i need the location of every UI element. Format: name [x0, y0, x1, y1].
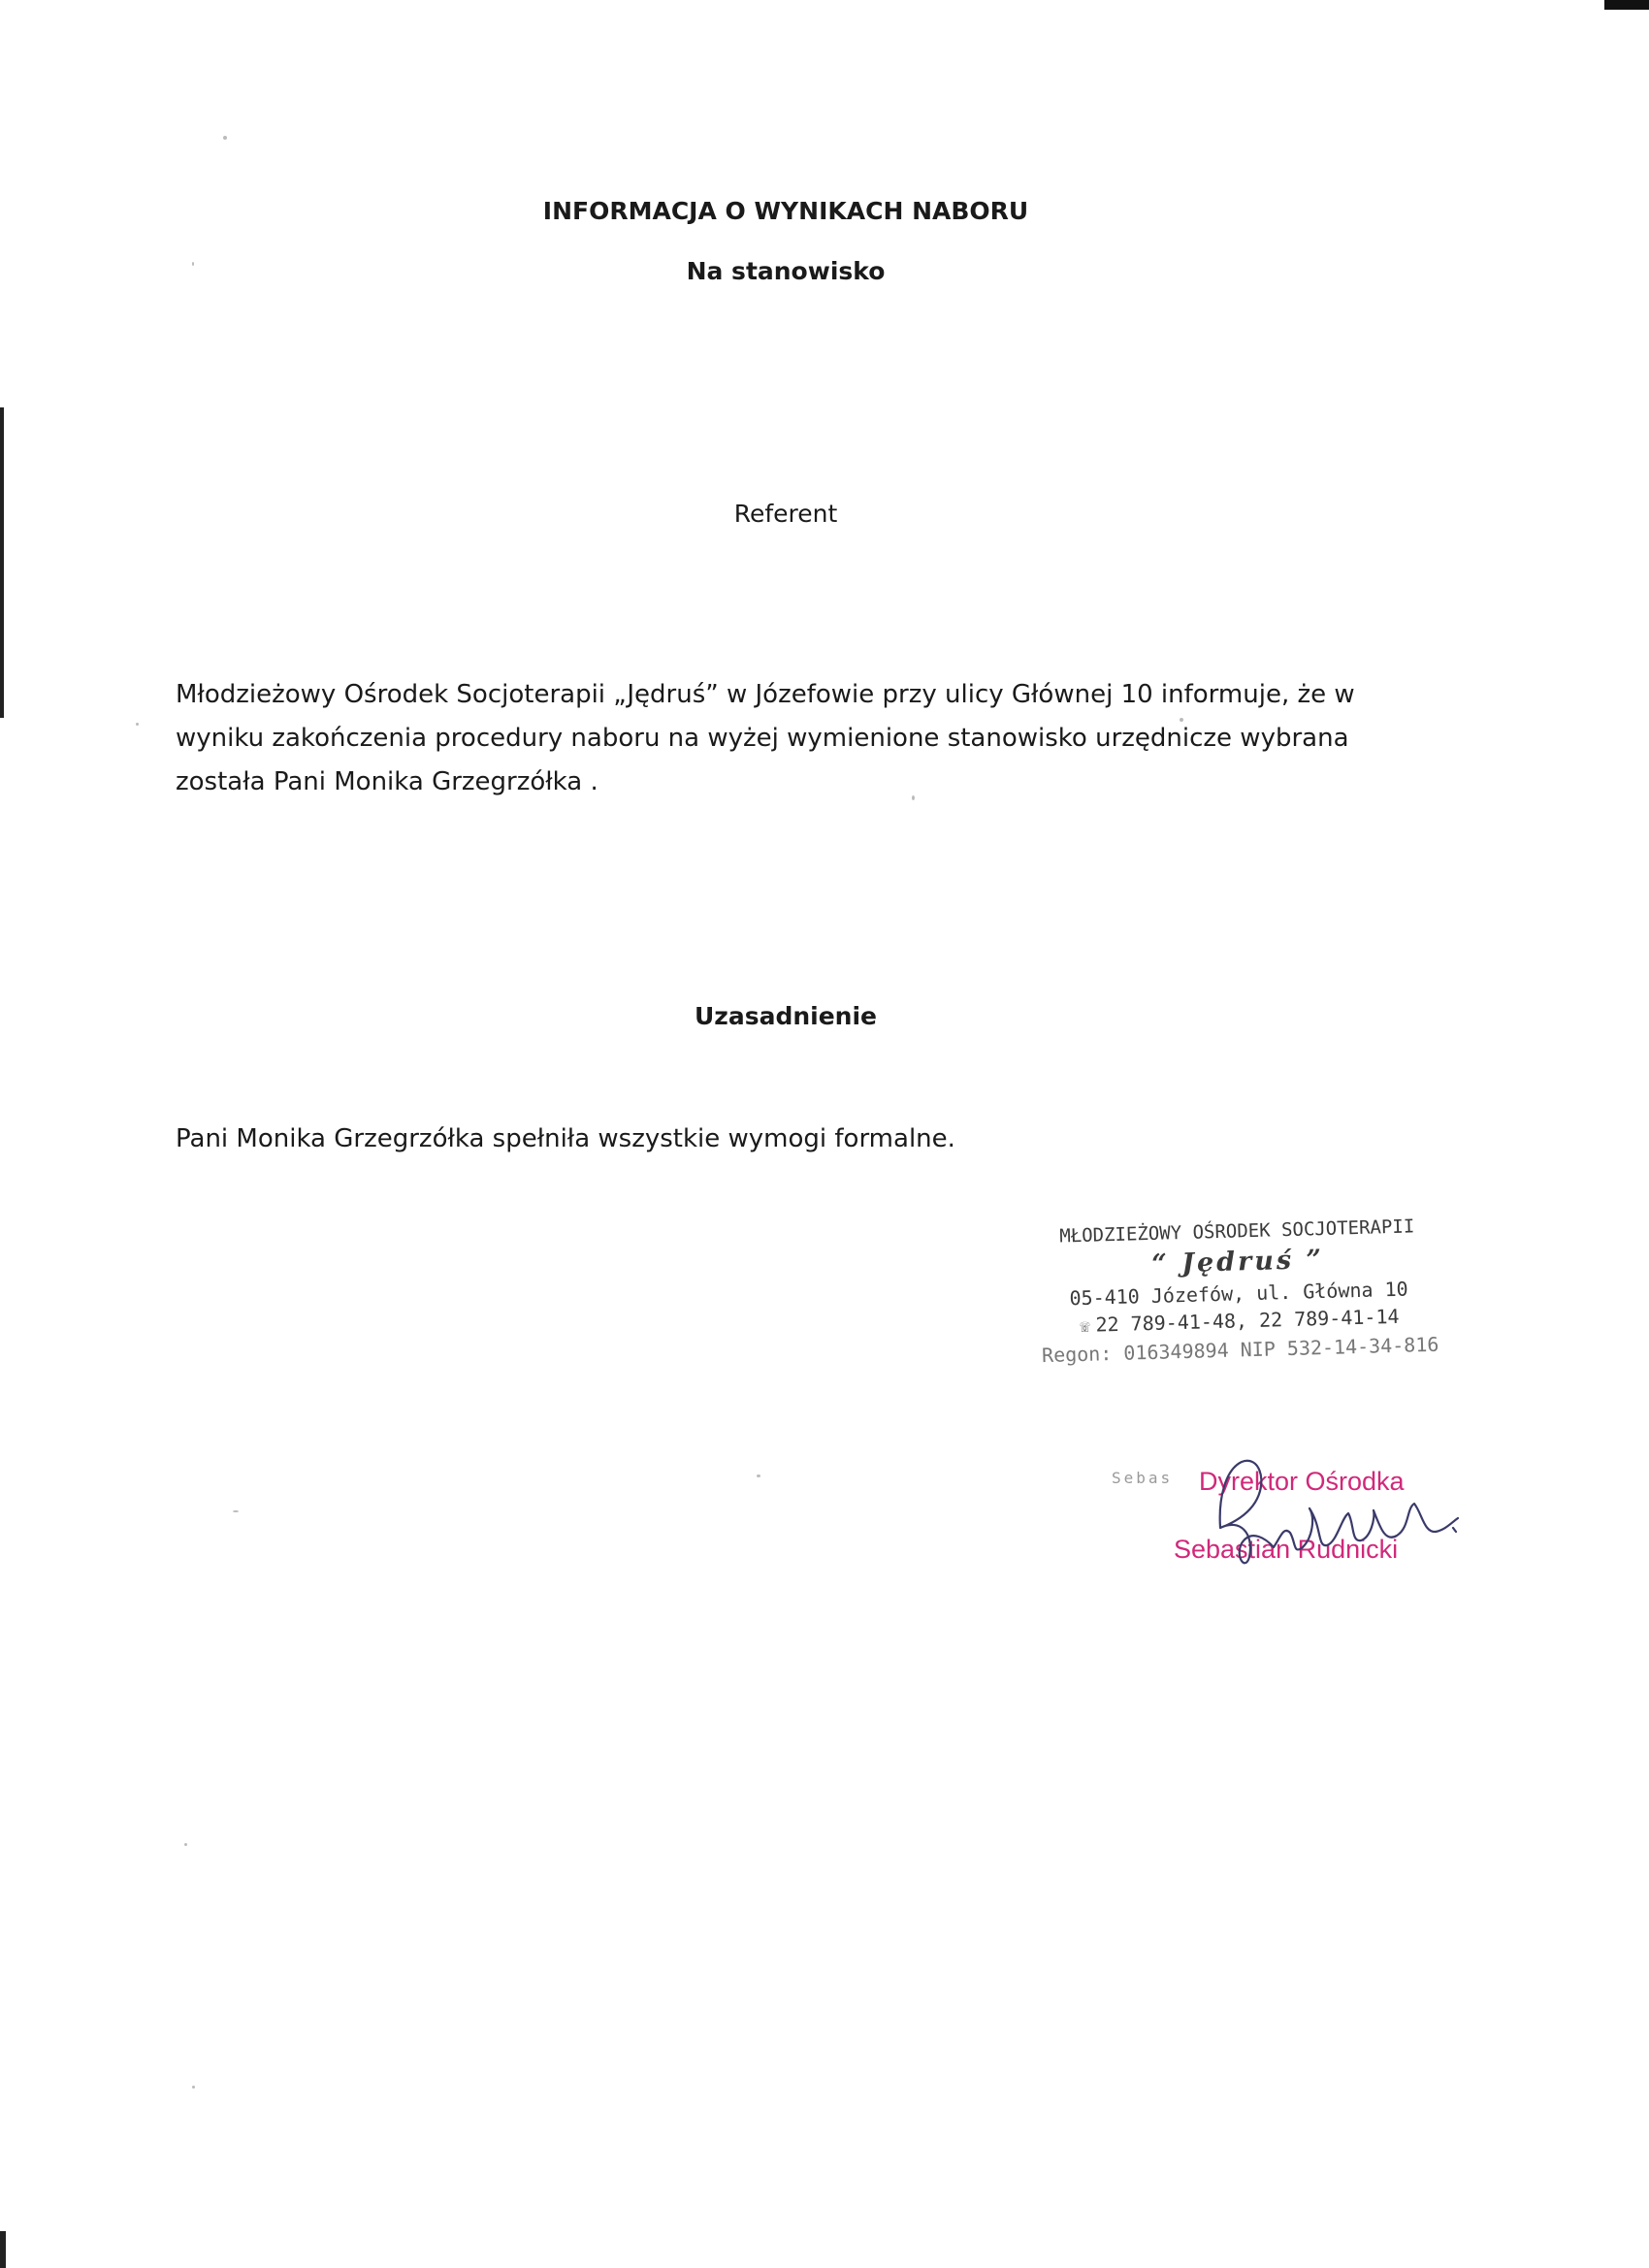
organization-stamp [1009, 1212, 1469, 1370]
justification-paragraph: Pani Monika Grzegrzółka spełniła wszystkie wymogi formalne. [176, 1124, 955, 1153]
signature-role: Dyrektor Ośrodka [1199, 1467, 1405, 1496]
faded-stamp-text: Sebas [1112, 1469, 1174, 1487]
scan-speck [136, 723, 139, 726]
scan-edge-top [1604, 0, 1649, 10]
scan-edge-left [0, 407, 4, 718]
announcement-paragraph: Młodzieżowy Ośrodek Socjoterapii „Jędruś” w Józefowie przy ulicy Głównej 10 informuje, że w wyniku zakończenia procedury naboru na wyżej wymienione stanowisko urzędnicze wybrana została Pani Monika Grzegrzółka . [176, 680, 1355, 796]
stamp-name: “ Jędruś ” [1150, 1244, 1325, 1280]
stamp-registry: Regon: 016349894 NIP 532-14-34-816 [1041, 1332, 1439, 1368]
stamp-organization: MŁODZIEŻOWY OŚRODEK SOCJOTERAPII [1059, 1215, 1415, 1247]
justification-heading: Uzasadnienie [694, 1002, 877, 1030]
signature-name: Sebastian Rudnicki [1174, 1535, 1399, 1564]
stamp-address: 05-410 Józefów, ul. Główna 10 [1069, 1277, 1408, 1311]
position-name: Referent [733, 500, 838, 528]
scan-speck [757, 1474, 760, 1477]
handwritten-signature [1181, 1450, 1472, 1576]
document-title: INFORMACJA O WYNIKACH NABORU [542, 197, 1029, 225]
scan-speck [233, 1510, 239, 1512]
document-subtitle: Na stanowisko [686, 257, 886, 285]
scan-speck [184, 1843, 187, 1846]
stamp-phones: 22 789-41-48, 22 789-41-14 [1095, 1304, 1400, 1337]
scan-speck [192, 2086, 195, 2089]
telephone-icon: ☏ [1080, 1316, 1090, 1337]
scan-edge-left-bottom [0, 2231, 6, 2268]
scan-speck [223, 136, 227, 140]
